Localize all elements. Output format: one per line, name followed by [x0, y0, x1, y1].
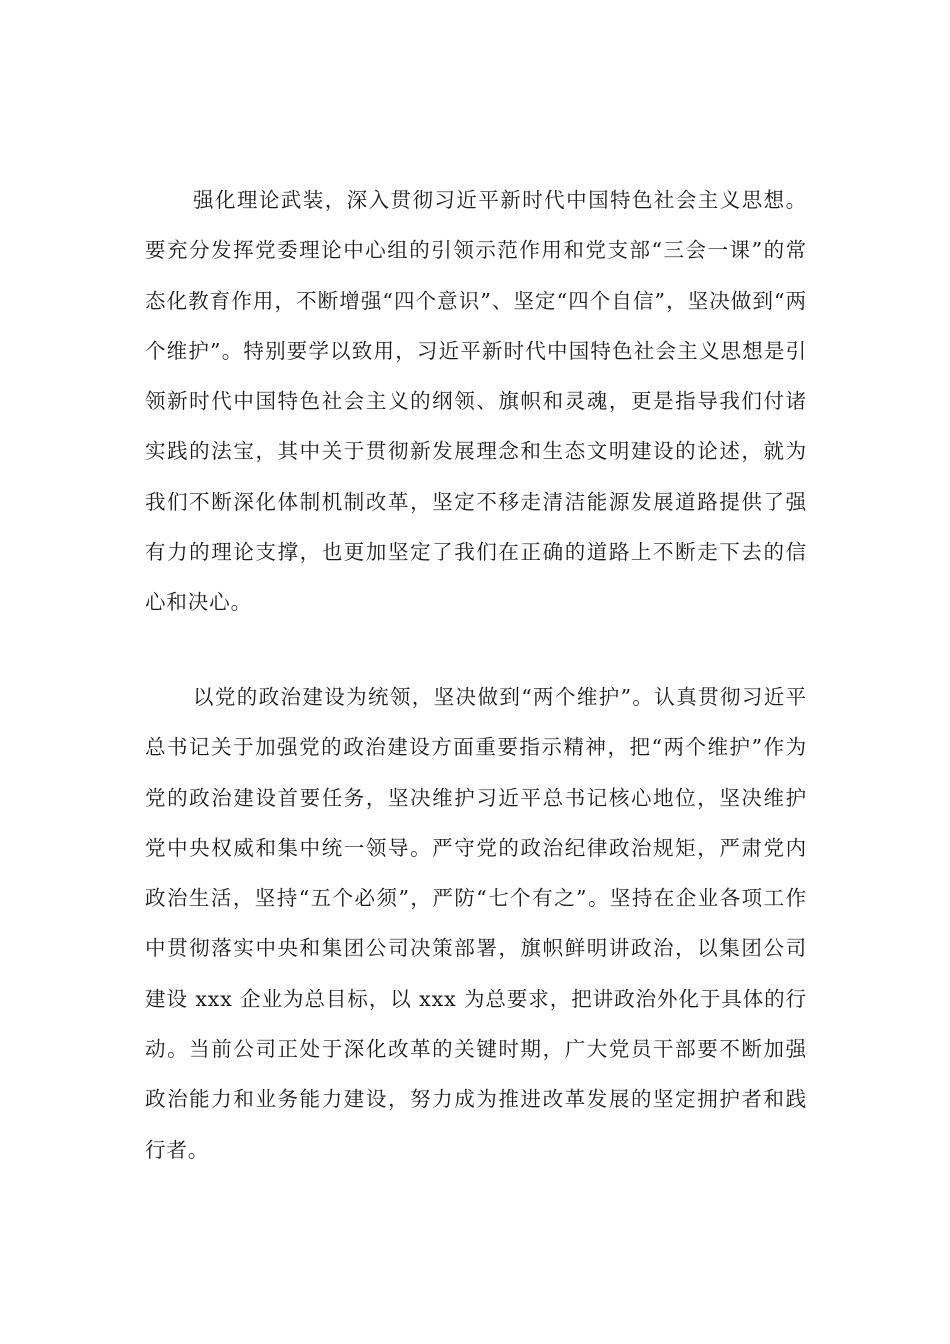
paragraph-theory-study: 强化理论武装，深入贯彻习近平新时代中国特色社会主义思想。要充分发挥党委理论中心组的引领示范作用和党支部“三会一课”的常态化教育作用，不断增强“四个意识”、坚定“四个自信”，坚决做到“两个维护”。特别要学以致用，习近平新时代中国特色社会主义思想是引领新时代中国特色社会主义的纲领、旗帜和灵魂，更是指导我们付诸实践的法宝，其中关于贯彻新发展理念和生态文明建设的论述，就为我们不断深化体制机制改革，坚定不移走清洁能源发展道路提供了强有力的理论支撑，也更加坚定了我们在正确的道路上不断走下去的信心和决心。	[145, 188, 807, 615]
paragraph-political-construction: 以党的政治建设为统领，坚决做到“两个维护”。认真贯彻习近平总书记关于加强党的政治建设方面重要指示精神，把“两个维护”作为党的政治建设首要任务，坚决维护习近平总书记核心地位，坚决维护党中央权威和集中统一领导。严守党的政治纪律政治规矩，严肃党内政治生活，坚持“五个必须”，严防“七个有之”。坚持在企业各项工作中贯彻落实中央和集团公司决策部署，旗帜鲜明讲政治，以集团公司建设 xxx 企业为总目标，以 xxx 为总要求，把讲政治外化于具体的行动。当前公司正处于深化改革的关键时期，广大党员干部要不断加强政治能力和业务能力建设，努力成为推进改革发展的坚定拥护者和践行者。	[145, 685, 807, 1162]
